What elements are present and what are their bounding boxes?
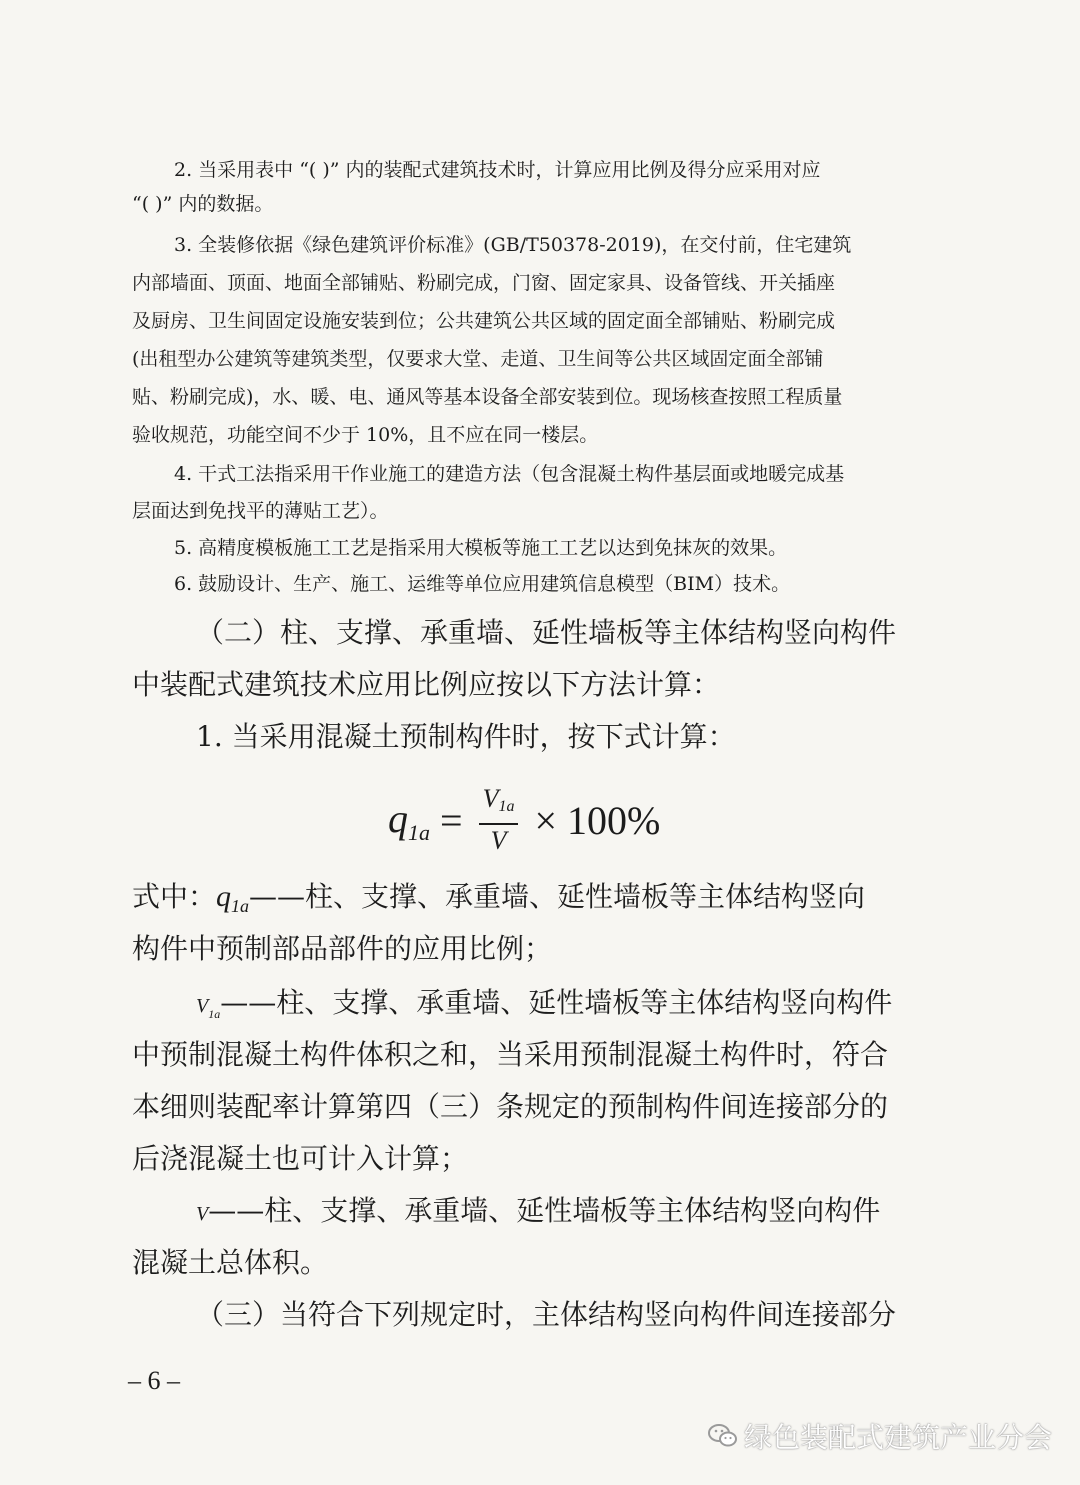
where-q1a-line-1 (132, 880, 865, 923)
where-v1a-line-3: 本细则装配率计算第四（三）条规定的预制构件间连接部分的 (132, 1090, 889, 1123)
wechat-icon (708, 1423, 738, 1449)
watermark-text: 绿色装配式建筑产业分会 (744, 1421, 1053, 1454)
where-v1a-sub: 1a (208, 1007, 221, 1021)
note-3-line-2: 内部墙面、顶面、地面全部铺贴、粉刷完成，门窗、固定家具、设备管线、开关插座 (132, 272, 836, 294)
note-2-line-1: 2. 当采用表中 “( )” 内的装配式建筑技术时，计算应用比例及得分应采用对应 (174, 159, 821, 181)
section-3-heading-line-1: （三）当符合下列规定时，主体结构竖向构件间连接部分 (196, 1298, 897, 1331)
where-q-var: q (216, 880, 232, 913)
note-3-line-1: 3. 全装修依据《绿色建筑评价标准》(GB/T50378-2019)，在交付前，住宅建筑 (174, 234, 852, 256)
note-6-line-1: 6. 鼓励设计、生产、施工、运维等单位应用建筑信息模型（BIM）技术。 (174, 573, 791, 595)
page-number: – 6 – (128, 1366, 180, 1395)
formula-q1a (388, 780, 660, 860)
formula-numerator (479, 785, 519, 825)
formula-lhs-sub: 1a (408, 819, 430, 845)
where-v-line-2: 混凝土总体积。 (132, 1246, 329, 1279)
note-3-line-6: 验收规范，功能空间不少于 10%，且不应在同一楼层。 (132, 424, 599, 446)
note-3-line-4: (出租型办公建筑等建筑类型，仅要求大堂、走道、卫生间等公共区域固定面全部铺 (132, 348, 824, 370)
wechat-watermark (708, 1416, 1052, 1456)
section-2-item-1: 1. 当采用混凝土预制构件时，按下式计算： (196, 720, 736, 753)
where-q1a-desc: ——柱、支撑、承重墙、延性墙板等主体结构竖向 (249, 880, 866, 913)
where-q1a-symbol (216, 880, 250, 916)
where-label: 式中： (132, 880, 217, 913)
formula-fraction (479, 785, 519, 855)
formula-num-sub: 1a (498, 798, 515, 815)
note-4-line-2: 层面达到免找平的薄贴工艺）。 (132, 500, 389, 522)
formula-lhs (388, 795, 430, 846)
where-v1a-line-1 (196, 986, 892, 1031)
section-2-heading-line-2: 中装配式建筑技术应用比例应按以下方法计算： (132, 668, 721, 701)
formula-denominator: V (490, 826, 507, 855)
section-2-heading-line-1: （二）柱、支撑、承重墙、延性墙板等主体结构竖向构件 (196, 616, 897, 649)
where-v1a-line-4: 后浇混凝土也可计入计算； (132, 1142, 469, 1175)
formula-percent: 100% (567, 797, 661, 843)
formula-num-var: V (482, 784, 499, 813)
formula-times: × (534, 797, 558, 843)
formula-equals: = (440, 797, 463, 843)
note-3-line-3: 及厨房、卫生间固定设施安装到位；公共建筑公共区域的固定面全部铺贴、粉刷完成 (132, 310, 836, 332)
where-v-line-1 (196, 1194, 880, 1231)
note-4-line-1: 4. 干式工法指采用干作业施工的建造方法（包含混凝土构件基层面或地暖完成基 (174, 463, 845, 485)
where-v1a-desc: ——柱、支撑、承重墙、延性墙板等主体结构竖向构件 (220, 986, 893, 1019)
where-v1a-var: V (196, 995, 209, 1017)
note-2-line-2: “( )” 内的数据。 (132, 193, 274, 215)
where-q1a-line-2: 构件中预制部品部件的应用比例； (132, 932, 553, 965)
where-v1a-line-2: 中预制混凝土构件体积之和，当采用预制混凝土构件时，符合 (132, 1038, 889, 1071)
note-5-line-1: 5. 高精度模板施工工艺是指采用大模板等施工工艺以达到免抹灰的效果。 (174, 537, 788, 559)
formula-lhs-var: q (388, 795, 408, 841)
where-v-symbol: V (196, 1203, 209, 1225)
where-q-sub: 1a (231, 896, 250, 916)
note-3-line-5: 贴、粉刷完成)，水、暖、电、通风等基本设备全部安装到位。现场核查按照工程质量 (132, 386, 843, 408)
where-v1a-symbol (196, 995, 221, 1021)
where-v-desc: ——柱、支撑、承重墙、延性墙板等主体结构竖向构件 (208, 1194, 881, 1227)
